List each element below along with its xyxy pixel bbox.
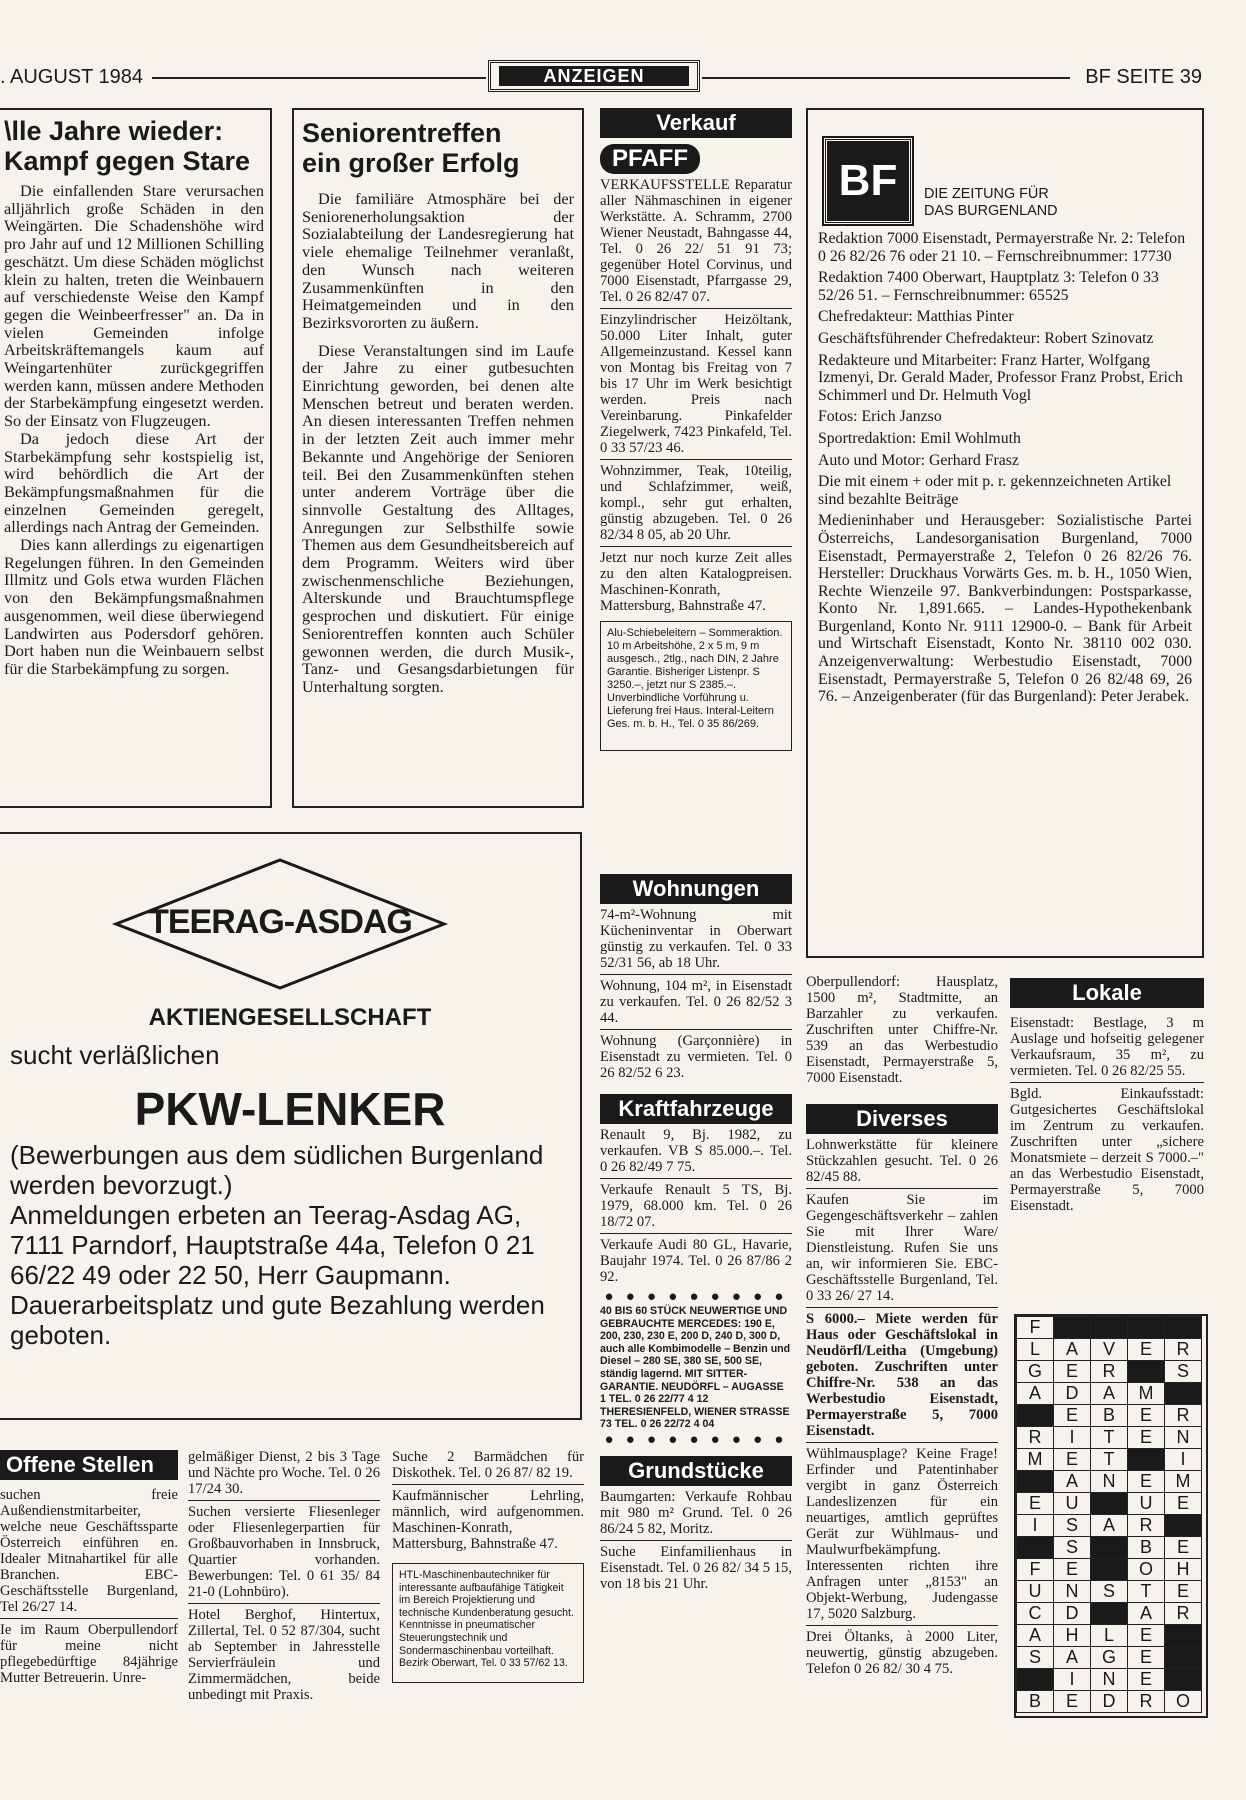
crossword-cell <box>1165 1647 1202 1669</box>
classified-ad: Renault 9, Bj. 1982, zu verkaufen. VB S 85.000.–. Tel. 0 26 82/49 7 75. <box>600 1124 792 1179</box>
crossword-cell: U <box>1017 1581 1054 1603</box>
classified-oberpullendorf: Oberpullendorf: Hausplatz, 1500 m², Stadtmitte, an Barzahler zu verkaufen. Zuschriften unter Chiffre-Nr. 539 an das Werbestudio Eisenstadt, Permayerstraße 5, 7000 Eisenstadt. <box>806 974 998 1086</box>
crossword-cell: A <box>1091 1383 1128 1405</box>
crossword-cell: E <box>1054 1405 1091 1427</box>
crossword-cell: L <box>1091 1625 1128 1647</box>
crossword-cell: L <box>1017 1339 1054 1361</box>
crossword-cell: A <box>1054 1647 1091 1669</box>
section-heading-verkauf: Verkauf <box>600 108 792 138</box>
crossword-cell: H <box>1054 1625 1091 1647</box>
crossword-cell <box>1128 1449 1165 1471</box>
crossword-cell: B <box>1017 1691 1054 1713</box>
crossword-puzzle <box>1014 1314 1208 1718</box>
crossword-cell <box>1128 1317 1165 1339</box>
teerag-paragraph: Anmeldungen erbeten an Teerag-Asdag AG, 7111 Parndorf, Hauptstraße 44a, Telefon 0 21 66/22 49 oder 22 50, Herr Gaupmann. <box>10 1200 535 1290</box>
imprint-line: Redakteure und Mitarbeiter: Franz Harter, Wolfgang Izmenyi, Dr. Gerald Mader, Professor Franz Probst, Erich Schimmerl und Dr. Helmuth Vogl <box>818 351 1183 404</box>
article-title: Seniorentreffen ein großer Erfolg <box>302 118 520 178</box>
teerag-paragraph: (Bewerbungen aus dem südlichen Burgenland werden bevorzugt.) <box>10 1140 544 1200</box>
column-stellen-1 <box>0 1450 178 1790</box>
crossword-cell: E <box>1017 1493 1054 1515</box>
header-rule-left <box>152 77 486 79</box>
section-heading-diverses: Diverses <box>806 1104 998 1134</box>
crossword-cell: N <box>1091 1669 1128 1691</box>
crossword-row <box>1017 1603 1202 1625</box>
classified-ad: Jetzt nur noch kurze Zeit alles zu den alten Katalogpreisen. Maschinen-Konrath, Mattersburg, Bahnstraße 47. <box>600 550 792 614</box>
crossword-cell: D <box>1054 1383 1091 1405</box>
section-heading-stellen: Offene Stellen <box>0 1450 178 1480</box>
crossword-cell <box>1017 1537 1054 1559</box>
classified-ad: Hotel Berghof, Hintertux, Zillertal, Tel. 0 52 87/304, sucht ab September in Jahresstelle Servierfräulein und Zimmermädchen, beide unbedingt mit Praxis. <box>188 1607 380 1703</box>
crossword-cell <box>1165 1515 1202 1537</box>
crossword-cell: E <box>1165 1581 1202 1603</box>
crossword-cell: E <box>1128 1427 1165 1449</box>
crossword-cell: R <box>1165 1339 1202 1361</box>
imprint-line: Redaktion 7400 Oberwart, Hauptplatz 3: Telefon 0 33 52/26 51. – Fernschreibnummer: 65525 <box>818 269 1159 304</box>
crossword-cell: E <box>1054 1559 1091 1581</box>
crossword-cell: E <box>1165 1537 1202 1559</box>
crossword-cell: S <box>1054 1537 1091 1559</box>
crossword-cell: D <box>1054 1603 1091 1625</box>
section-heading-grundstuecke: Grundstücke <box>600 1456 792 1486</box>
teerag-line: sucht verläßlichen <box>10 1040 220 1070</box>
crossword-cell: R <box>1165 1603 1202 1625</box>
crossword-cell: S <box>1017 1647 1054 1669</box>
crossword-cell: T <box>1091 1427 1128 1449</box>
crossword-cell <box>1017 1405 1054 1427</box>
crossword-cell: E <box>1128 1471 1165 1493</box>
teerag-logo-text: TEERAG-ASDAG <box>148 903 412 941</box>
crossword-row <box>1017 1691 1202 1713</box>
crossword-cell: U <box>1054 1493 1091 1515</box>
crossword-cell: B <box>1128 1537 1165 1559</box>
crossword-cell: G <box>1017 1361 1054 1383</box>
classified-ad: Lohnwerkstätte für kleinere Stückzahlen gesucht. Tel. 0 26 82/45 88. <box>806 1134 998 1189</box>
classified-ad: Wohnzimmer, Teak, 10teilig, und Schlafzimmer, weiß, kompl., sehr gut erhalten, günstig abzugeben. Tel. 0 26 82/34 8 05, ab 20 Uhr. <box>600 460 792 547</box>
classified-ad: Wühlmausplage? Keine Frage! Erfinder und Patentinhaber vergibt in ganz Österreich Landeslizenzen für ein neuartiges, amtlich geprüftes Gerät zur Wühlmaus- und Maulwurfbekämpfung. Interessenten richten ihre Anfragen unter „8153" an Objekt-Werbung, Judengasse 17, 5020 Salzburg. <box>806 1443 998 1626</box>
crossword-cell: S <box>1165 1361 1202 1383</box>
crossword-cell: S <box>1054 1515 1091 1537</box>
section-heading-kfz: Kraftfahrzeuge <box>600 1094 792 1124</box>
crossword-row <box>1017 1559 1202 1581</box>
crossword-row <box>1017 1515 1202 1537</box>
crossword-row <box>1017 1405 1202 1427</box>
crossword-cell: C <box>1017 1603 1054 1625</box>
crossword-cell: R <box>1017 1427 1054 1449</box>
crossword-cell <box>1128 1361 1165 1383</box>
classified-ad: Suchen versierte Fliesenleger oder Fliesenlegerpartien für Großbauvorhaben in Innsbruck, Quartier vorhanden. Bewerbungen: Tel. 0 61 35/ 84 21-0 (Lohnbüro). <box>188 1501 380 1604</box>
classified-ad: Bgld. Einkaufsstadt: Gutgesichertes Geschäftslokal im Zentrum zu verkaufen. Zuschriften unter „sichere Monatsmiete – derzeit S 7000.–" an das Werbestudio Eisenstadt, Permayerstraße 5, 7000 Eisenstadt. <box>1010 1086 1204 1214</box>
crossword-cell <box>1165 1317 1202 1339</box>
crossword-cell: A <box>1054 1339 1091 1361</box>
issue-date: . AUGUST 1984 <box>0 66 144 88</box>
classified-ad: suchen freie Außendienstmitarbeiter, welche neue Geschäftssparte Österreich einführen en. Idealer Mitnahartikel für alle Branchen. EBC-Geschäftsstelle Burgenland, Tel 26/27 14. <box>0 1484 178 1619</box>
page-number: BF SEITE 39 <box>1085 66 1202 88</box>
crossword-cell <box>1091 1317 1128 1339</box>
imprint-line: Redaktion 7000 Eisenstadt, Permayerstraße Nr. 2: Telefon 0 26 82/26 76 oder 21 10. – Fernschreibnummer: 17730 <box>818 230 1186 265</box>
imprint-line: Die mit einem + oder mit p. r. gekennzeichneten Artikel sind bezahlte Beiträge <box>818 473 1172 508</box>
classified-ad: Baumgarten: Verkaufe Rohbau mit 980 m² Grund. Tel. 0 26 86/24 5 82, Moritz. <box>600 1486 792 1541</box>
classified-ad: Verkaufe Audi 80 GL, Havarie, Baujahr 1974. Tel. 0 26 87/86 2 92. <box>600 1237 792 1285</box>
article-paragraph: Diese Veranstaltungen sind im Laufe der Jahre zu einer gutbesuchten Einrichtung geworden, bei denen alte Menschen betreut und beraten werden. An diesen interessanten Treffen nehmen in der letzten Zeit auch immer mehr Bekannte und Angehörige der Senioren teil. Bei den Zusammenkünften stehen unter anderem Vorträge über die sinnvolle Gestaltung des Alltages, Anregungen zur Selbsthilfe sowie Themen aus dem Gesundheitsbereich auf dem Programm. Weiters wird über zwischenmenschliche Beziehungen, Alterskunde und Brauchtumspflege gesprochen und diskutiert. Für einige Seniorentreffen konnten auch Schüler gewonnen werden, die durch Musik-, Tanz- und Gesangsdarbietungen für Unterhaltung sorgten. <box>302 340 574 696</box>
crossword-row <box>1017 1449 1202 1471</box>
crossword-cell <box>1017 1669 1054 1691</box>
teerag-logo <box>10 856 570 992</box>
classified-ad: Wohnung, 104 m², in Eisenstadt zu verkaufen. Tel. 0 26 82/52 3 44. <box>600 975 792 1030</box>
crossword-cell: E <box>1054 1449 1091 1471</box>
classified-ad: Eisenstadt: Bestlage, 3 m Auslage und hofseitig gelegener Verkaufsraum, 35 m², zu vermieten. Tel. 0 26 82/25 55. <box>1010 1012 1204 1083</box>
classified-ad: Einzylindrischer Heizöltank, 50.000 Liter Inhalt, guter Allgemeinzustand. Kessel kann von Montag bis Freitag von 7 bis 17 Uhr im Werk besichtigt werden. Preis nach Vereinbarung. Pinkafelder Ziegelwerk, 7423 Pinkafeld, Tel. 0 33 57/23 46. <box>600 309 792 460</box>
classified-ad: Kaufmännischer Lehrling, männlich, wird aufgenommen. Maschinen-Konrath, Mattersburg, Bahnstraße 47. <box>392 1488 584 1552</box>
crossword-cell: A <box>1128 1603 1165 1625</box>
crossword-cell: R <box>1128 1515 1165 1537</box>
crossword-cell: R <box>1128 1691 1165 1713</box>
crossword-cell: D <box>1091 1691 1128 1713</box>
column-stellen-3 <box>392 1446 584 1790</box>
crossword-cell: E <box>1128 1647 1165 1669</box>
crossword-cell: F <box>1017 1317 1054 1339</box>
teerag-paragraph: Dauerarbeitsplatz und gute Bezahlung werden geboten. <box>10 1290 545 1350</box>
crossword-cell: O <box>1128 1559 1165 1581</box>
section-heading-lokale: Lokale <box>1010 978 1204 1008</box>
crossword-cell <box>1165 1669 1202 1691</box>
imprint-line: Auto und Motor: Gerhard Frasz <box>818 451 1019 469</box>
page-header <box>0 58 1246 98</box>
imprint-line: Sportredaktion: Emil Wohlmuth <box>818 429 1021 447</box>
crossword-cell <box>1017 1471 1054 1493</box>
crossword-cell: I <box>1054 1427 1091 1449</box>
classified-ad: Ie im Raum Oberpullendorf für meine nicht pflegebedürftige 84jährige Mutter Betreuerin. Unre- <box>0 1622 178 1686</box>
article-paragraph: Dies kann allerdings zu eigenartigen Regelungen führen. In den Gemeinden Illmitz und Gols etwa wurden Flächen von den Bekämpfungsmaßnahmen ausgenommen, weil diese überwiegend Landwirten aus Podersdorf gehören. Dort haben nun die Weinbauern selbst für die Starbekämpfung zu sorgen. <box>4 535 264 678</box>
crossword-cell: N <box>1054 1581 1091 1603</box>
column-lokale <box>1010 978 1204 1278</box>
classified-ad: Verkaufe Renault 5 TS, Bj. 1979, 68.000 km. Tel. 0 26 18/72 07. <box>600 1179 792 1234</box>
crossword-cell <box>1091 1559 1128 1581</box>
bf-masthead <box>818 120 1192 230</box>
teerag-company: AKTIENGESELLSCHAFT <box>148 1004 432 1031</box>
crossword-row <box>1017 1669 1202 1691</box>
crossword-cell: I <box>1017 1515 1054 1537</box>
classified-ad: 74-m²-Wohnung mit Kücheninventar in Oberwart günstig zu verkaufen. Tel. 0 33 52/31 56, ab 18 Uhr. <box>600 904 792 975</box>
bf-logo: BF <box>824 138 912 224</box>
crossword-cell: I <box>1165 1449 1202 1471</box>
crossword-cell: S <box>1091 1581 1128 1603</box>
crossword-cell: M <box>1017 1449 1054 1471</box>
column-verkauf <box>600 108 792 850</box>
crossword-cell: B <box>1091 1405 1128 1427</box>
boxed-ad-alu: Alu-Schiebeleitern – Sommeraktion. 10 m Arbeitshöhe, 2 x 5 m, 9 m ausgesch., 2tlg., nach DIN, 2 Jahre Garantie. Bisheriger Listenpr. S 3250.–, jetzt nur S 2385.–. Unverbindliche Vorführung u. Lieferung frei Haus. Interal-Leitern Ges. m. b. H., Tel. 0 35 86/269. <box>600 621 792 751</box>
crossword-cell: O <box>1165 1691 1202 1713</box>
crossword-cell: T <box>1091 1449 1128 1471</box>
crossword-row <box>1017 1383 1202 1405</box>
crossword-cell: N <box>1091 1471 1128 1493</box>
article-paragraph: Die familiäre Atmosphäre bei der Seniorenerholungsaktion der Sozialabteilung der Landesregierung hat viele ehemalige Teilnehmer veranlaßt, den Wunsch nach weiteren Zusammenkünften in den Heimatgemeinden und in den Bezirksvororten zu äußern. <box>302 189 574 332</box>
crossword-row <box>1017 1427 1202 1449</box>
article-stare <box>0 108 272 808</box>
imprint-line: Medieninhaber und Herausgeber: Sozialistische Partei Österreichs, Landesorganisation Burgenland, 7000 Eisenstadt, Permayerstraße 2, Telefon 0 26 82/26 76. Hersteller: Druckhaus Vorwärts Ges. m. b. H., 1050 Wien, Rechte Wienzeile 97. Bankverbindungen: Postsparkasse, Konto Nr. 1,891.665. – Landes-Hypothekenbank Burgenland, Konto Nr. 9111 12900-0. – Bank für Arbeit und Wirtschaft Eisenstadt, Konto Nr. 38110 002 030. Anzeigenverwaltung: Werbestudio Eisenstadt, 7000 Eisenstadt, Permayerstraße 5, Telefon 0 26 82/48 69, 26 76. – Anzeigenberater (für das Burgenland): Peter Jerabek. <box>818 512 1192 706</box>
crossword-row <box>1017 1361 1202 1383</box>
crossword-cell: T <box>1128 1581 1165 1603</box>
classified-ad: Suche 2 Barmädchen für Diskothek. Tel. 0 26 87/ 82 19. <box>392 1446 584 1485</box>
crossword-row <box>1017 1471 1202 1493</box>
column-wohnungen-kfz <box>600 874 792 1794</box>
crossword-cell: U <box>1128 1493 1165 1515</box>
crossword-cell <box>1165 1625 1202 1647</box>
classified-ad: Suche Einfamilienhaus in Eisenstadt. Tel. 0 26 82/ 34 5 15, von 18 bis 21 Uhr. <box>600 1543 792 1592</box>
crossword-cell: E <box>1128 1669 1165 1691</box>
article-paragraph: Die einfallenden Stare verursachen alljährlich große Schäden in den Weingärten. Die Schadenshöhe wird pro Jahr auf und 12 Millionen Schilling geschätzt. Um diese Schäden möglichst klein zu halten, treten die Weinbauern auf verschiedenste Weise den Kampf gegen die Weinbeerfresser" an. Da in vielen Gemeinden infolge Arbeitskräftemangels kaum auf Weingartenhüter zurückgegriffen werden kann, müssen andere Methoden der Starbekämpfung eingesetzt werden. So der Einsatz von Flugzeugen. <box>4 181 264 431</box>
imprint-line: Chefredakteur: Matthias Pinter <box>818 308 1014 326</box>
imprint-line: Geschäftsführender Chefredakteur: Robert Szinovatz <box>818 329 1154 347</box>
bullet-row: ● ● ● ● ● ● ● ● ● <box>604 1430 788 1448</box>
crossword-cell <box>1054 1317 1091 1339</box>
crossword-row <box>1017 1581 1202 1603</box>
pfaff-logo: PFAFF <box>600 144 700 174</box>
crossword-cell <box>1165 1383 1202 1405</box>
crossword-row <box>1017 1625 1202 1647</box>
article-title: \lle Jahre wieder: Kampf gegen Stare <box>4 116 251 176</box>
crossword-cell: E <box>1054 1361 1091 1383</box>
column-stellen-2 <box>188 1446 380 1790</box>
teerag-job-ad <box>0 832 582 1420</box>
teerag-job-title: PKW-LENKER <box>134 1083 446 1135</box>
bf-tagline: DIE ZEITUNG FÜR DAS BURGENLAND <box>924 186 1058 219</box>
crossword-cell: M <box>1128 1383 1165 1405</box>
column-diverses <box>806 1104 998 1794</box>
crossword-cell: I <box>1054 1669 1091 1691</box>
crossword-cell: R <box>1091 1361 1128 1383</box>
crossword-cell: A <box>1091 1515 1128 1537</box>
mercedes-ad: 40 BIS 60 STÜCK NEUWERTIGE UND GEBRAUCHTE MERCEDES: 190 E, 200, 230, 230 E, 200 D, 240 D, 300 D, auch alle Kombimodelle – Benzin und Diesel – 280 SE, 380 SE, 500 SE, ständig lagernd. MIT SITTER-GARANTIE. NEUDÖRFL – AUGASSE 1 TEL. 0 26 22/77 4 12 THERESIENFELD, WIENER STRASSE 73 TEL. 0 26 22/72 4 04 <box>600 1305 791 1431</box>
crossword-row <box>1017 1647 1202 1669</box>
crossword-cell: E <box>1165 1493 1202 1515</box>
crossword-cell: E <box>1128 1339 1165 1361</box>
section-heading-wohnungen: Wohnungen <box>600 874 792 904</box>
article-paragraph: Da jedoch diese Art der Starbekämpfung sehr kostspielig ist, wird behördlich die Art der Bekämpfungsmaßnahmen für die einzelnen Gemeinden geregelt, allerdings nach Antrag der Gemeinden. <box>4 428 264 537</box>
crossword-cell: G <box>1091 1647 1128 1669</box>
crossword-cell: E <box>1128 1405 1165 1427</box>
crossword-grid <box>1016 1316 1202 1713</box>
classified-ad: Drei Öltanks, à 2000 Liter, neuwertig, günstig abzugeben. Telefon 0 26 82/ 30 4 75. <box>806 1629 998 1677</box>
article-senioren <box>292 108 584 808</box>
crossword-cell: F <box>1017 1559 1054 1581</box>
crossword-cell: E <box>1054 1691 1091 1713</box>
crossword-cell: V <box>1091 1339 1128 1361</box>
boxed-ad-htl: HTL-Maschinenbautechniker für interessante aufbaufähige Tätigkeit im Bereich Projektierung und technische Kundenberatung gesucht. Kenntnisse in pneumatischer Steuerungstechnik und Sondermaschinenbau vorteilhaft. Bezirk Oberwart, Tel. 0 33 57/62 13. <box>392 1563 584 1683</box>
crossword-cell: R <box>1165 1405 1202 1427</box>
crossword-row <box>1017 1339 1202 1361</box>
classified-ad: Kaufen Sie im Gegengeschäftsverkehr – zahlen Sie mit Ihrer Ware/ Dienstleistung. Rufen Sie uns an, wir informieren Sie. EBC-Geschäftsstelle Burgenland, Tel. 0 33 26/ 27 14. <box>806 1189 998 1308</box>
imprint-line: Fotos: Erich Janzso <box>818 408 942 426</box>
classified-ad: VERKAUFSSTELLE Reparatur aller Nähmaschinen in eigener Werkstätte. A. Schramm, 2700 Wiener Neustadt, Bahngasse 44, Tel. 0 26 22/ 51 91 73; gegenüber Hotel Corvinus, und 7000 Eisenstadt, Pfarrgasse 29, Tel. 0 26 82/47 07. <box>600 174 792 309</box>
classified-ad: S 6000.– Miete werden für Haus oder Geschäftslokal in Neudörfl/Leitha (Umgebung) geboten. Zuschriften unter Chiffre-Nr. 538 an das Werbestudio Eisenstadt, Permayerstraße 5, 7000 Eisenstadt. <box>806 1308 998 1443</box>
crossword-cell: E <box>1128 1625 1165 1647</box>
classified-ad: Wohnung (Garçonnière) in Eisenstadt zu vermieten. Tel. 0 26 82/52 6 23. <box>600 1033 792 1081</box>
section-label: ANZEIGEN <box>499 66 689 86</box>
crossword-cell: A <box>1017 1383 1054 1405</box>
crossword-cell: A <box>1054 1471 1091 1493</box>
crossword-row <box>1017 1537 1202 1559</box>
bf-impressum <box>806 108 1204 958</box>
crossword-cell: H <box>1165 1559 1202 1581</box>
crossword-cell <box>1091 1493 1128 1515</box>
crossword-cell: M <box>1165 1471 1202 1493</box>
crossword-cell: N <box>1165 1427 1202 1449</box>
crossword-cell: A <box>1017 1625 1054 1647</box>
crossword-cell <box>1091 1537 1128 1559</box>
crossword-row <box>1017 1493 1202 1515</box>
header-rule-right <box>702 77 1070 79</box>
crossword-row <box>1017 1317 1202 1339</box>
crossword-cell <box>1091 1603 1128 1625</box>
classified-ad: gelmäßiger Dienst, 2 bis 3 Tage und Nächte pro Woche. Tel. 0 26 17/24 30. <box>188 1446 380 1501</box>
bullet-row: ● ● ● ● ● ● ● ● ● <box>604 1288 788 1305</box>
section-tag <box>488 60 700 92</box>
